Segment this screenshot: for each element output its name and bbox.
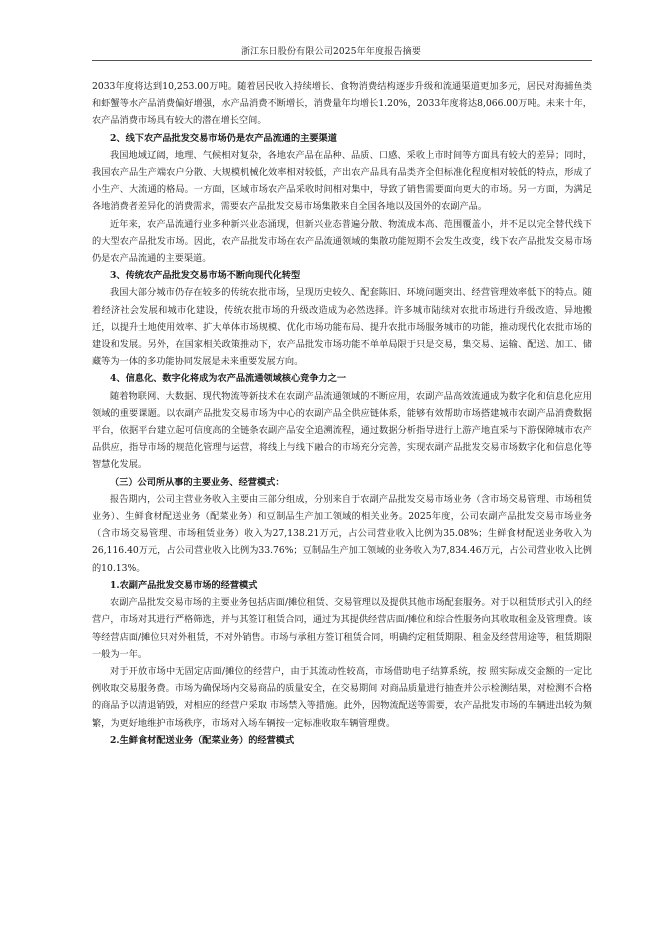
paragraph: 我国地域辽阔，地理、气候相对复杂，各地农产品在品种、品质、口感、采收上市时间等方面具有较大的差异；同时，我国农产品生产端农户分散、大规模机械化效率相对较低，产出农产品具有品类齐全但标准化程度相对较低的特点，形成了小生产、大流通的格局。一方面，区域市场农产品采收时间相对集中，导致了销售需要面向更大的市场。另一方面，为满足各地消费者差异化的消费需求，需要农产品批发交易市场集散来自全国各地以及国外的农副产品。	[92, 149, 592, 213]
paragraph: 近年来，农产品流通行业多种新兴业态涌现，但新兴业态普遍分散、物流成本高、范围覆盖小，并不足以完全替代线下的大型农产品批发市场。因此，农产品批发市场在农产品流通领域的集散功能短期不会发生改变，线下农产品批发交易市场仍是农产品流通的主要渠道。	[92, 218, 592, 265]
paragraph: 我国大部分城市仍存在较多的传统农批市场，呈现历史较久、配套陈旧、环境问题突出、经营管理效率低下的特点。随着经济社会发展和城市化建设，传统农批市场的升级改造成为必然选择。许多城市陆续对农批市场进行升级改造、异地搬迁，以提升土地使用效率、扩大单体市场规模、优化市场功能布局、提升农批市场服务城市的功能，推动现代化农批市场的建设和发展。另外，在国家相关政策推动下，农产品批发市场功能不单单局限于只是交易，集交易、运输、配送、加工、储藏等为一体的多功能协同发展是未来重要发展方向。	[92, 287, 592, 368]
subsection-heading: 3、传统农产品批发交易市场不断向现代化转型	[110, 270, 301, 282]
section-heading: （三）公司所从事的主要业务、经营模式：	[110, 476, 285, 488]
paragraph: 报告期内，公司主营业务收入主要由三部分组成，分别来自于农副产品批发交易市场业务（含市场交易管理、市场租赁业务）、生鲜食材配送业务（配菜业务）和豆制品生产加工领域的相关业务。2025年度，公司农副产品批发交易市场业务（含市场交易管理、市场租赁业务）收入为27,138.21万元，占公司营业收入比例为35.08%；生鲜食材配送业务收入为26,116.40万元，占公司营业收入比例为33.76%；豆制品生产加工领域的业务收入为7,834.46万元，占公司营业收入比例的10.13%。	[92, 493, 592, 574]
paragraph: 2033年度将达到10,253.00万吨。随着居民收入持续增长、食物消费结构逐步升级和流通渠道更加多元，居民对海捕鱼类和虾蟹等水产品消费偏好增强，水产品消费不断增长，消费量年均增长1.20%，2033年度将达8,066.00万吨。未来十年，农产品消费市场具有较大的潜在增长空间。	[92, 81, 592, 127]
paragraph: 农副产品批发交易市场的主要业务包括店面/摊位租赁、交易管理以及提供其他市场配套服务。对于以租赁形式引入的经营户，市场对其进行严格筛选，并与其签订租赁合同，通过为其提供经营店面/摊位和综合性服务向其收取租金及管理费。该等经营店面/摊位只对外租赁，不对外销售。市场与承租方签订租赁合同，明确约定租赁期限、租金及经营用途等，租赁期限一般为一年。	[92, 597, 592, 660]
header-divider	[92, 60, 592, 61]
paragraph: 对于开放市场中无固定店面/摊位的经营户，由于其流动性较高，市场借助电子结算系统，按 照实际成交金额的一定比例收取交易服务费。市场为确保场内交易商品的质量安全，在交易期间 对商品质量进行抽查并公示检测结果，对检测不合格的商品予以清退销毁，对相应的经营户采取 市场禁入等措施。此外，因物流配送等需要，农产品批发市场的车辆进出较为频繁，为更好地维护市场秩序，市场对入场车辆按一定标准收取车辆管理费。	[92, 665, 592, 729]
subsection-heading: 1.农副产品批发交易市场的经营模式	[110, 579, 258, 591]
subsection-heading: 2.生鲜食材配送业务（配菜业务）的经营模式	[110, 734, 295, 746]
document-body	[92, 78, 592, 749]
paragraph: 随着物联网、大数据、现代物流等新技术在农副产品流通领域的不断应用，农副产品高效流通成为数字化和信息化应用领域的重要课题。以农副产品批发交易市场为中心的农副产品全供应链体系，能够有效帮助市场搭建城市农副产品消费数据平台，依据平台建立起可信度高的全链条农副产品安全追溯流程，通过数据分析指导进行上游产地直采与下游保障城市农产品供应，指导市场的规范化管理与运营，将线上与线下融合的市场充分完善，实现农副产品批发交易市场数字化和信息化等智慧化发展。	[92, 390, 592, 471]
page-header: 浙江东日股份有限公司2025年年度报告摘要	[240, 47, 422, 57]
subsection-heading: 4、信息化、数字化将成为农产品流通领域核心竞争力之一	[110, 373, 347, 385]
subsection-heading: 2、线下农产品批发交易市场仍是农产品流通的主要渠道	[110, 132, 337, 144]
